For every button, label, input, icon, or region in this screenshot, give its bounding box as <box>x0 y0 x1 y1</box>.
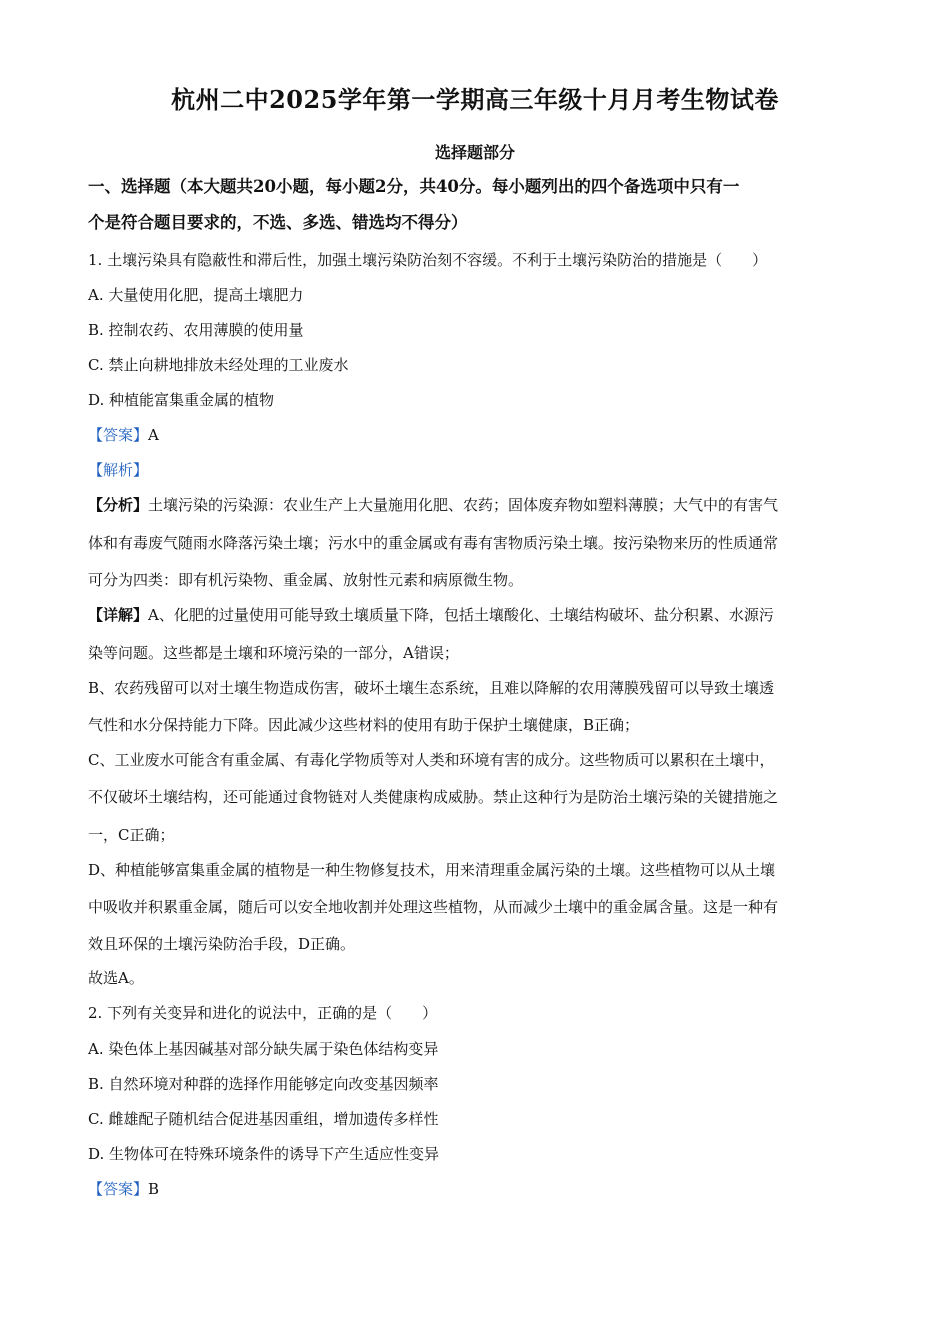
q1-xiangjie-line-1 <box>88 604 868 626</box>
answer-value: B <box>148 1180 160 1198</box>
q2-option-b: B. 自然环境对种群的选择作用能够定向改变基因频率 <box>88 1075 439 1093</box>
exam-title: 杭州二中2025学年第一学期高三年级十月月考生物试卷 <box>171 85 779 114</box>
q1-stem: 1. 土壤污染具有隐蔽性和滞后性，加强土壤污染防治刻不容缓。不利于土壤污染防治的措施是（ ） <box>88 251 768 269</box>
answer-value: A <box>148 426 159 444</box>
q1-xiangjie-line-10: 效且环保的土壤污染防治手段，D正确。 <box>88 935 356 953</box>
fenxi-text: 土壤污染的污染源：农业生产上大量施用化肥、农药；固体废弃物如塑料薄膜；大气中的有害气 <box>148 496 779 514</box>
q2-option-a: A. 染色体上基因碱基对部分缺失属于染色体结构变异 <box>88 1040 439 1058</box>
answer-label: 【答案】 <box>88 426 149 444</box>
q1-xiangjie-line-9: 中吸收并积累重金属，随后可以安全地收割并处理这些植物，从而减少土壤中的重金属含量。这是一种有 <box>88 898 779 916</box>
analysis-label: 【解析】 <box>88 461 149 479</box>
q2-answer <box>88 1178 868 1200</box>
q1-fenxi-line-1 <box>88 494 868 516</box>
q2-option-d: D. 生物体可在特殊环境条件的诱导下产生适应性变异 <box>88 1145 440 1163</box>
q1-xiangjie-line-8: D、种植能够富集重金属的植物是一种生物修复技术，用来清理重金属污染的土壤。这些植物可以从土壤 <box>88 861 776 879</box>
q1-conclusion: 故选A。 <box>88 969 144 987</box>
q1-xiangjie-line-7: 一，C正确； <box>88 826 175 844</box>
q1-xiangjie-line-3: B、农药残留可以对土壤生物造成伤害，破坏土壤生态系统，且难以降解的农用薄膜残留可以导致土壤透 <box>88 679 775 697</box>
q1-fenxi-line-2: 体和有毒废气随雨水降落污染土壤；污水中的重金属或有毒有害物质污染土壤。按污染物来历的性质通常 <box>88 534 779 552</box>
q1-xiangjie-line-4: 气性和水分保持能力下降。因此减少这些材料的使用有助于保护土壤健康，B正确； <box>88 716 640 734</box>
q1-option-b: B. 控制农药、农用薄膜的使用量 <box>88 321 304 339</box>
instructions-line-2: 个是符合题目要求的，不选、多选、错选均不得分） <box>88 213 468 232</box>
q1-fenxi-line-3: 可分为四类：即有机污染物、重金属、放射性元素和病原微生物。 <box>88 571 524 589</box>
q1-xiangjie-line-6: 不仅破坏土壤结构，还可能通过食物链对人类健康构成威胁。禁止这种行为是防治土壤污染的关键措施之 <box>88 788 779 806</box>
q2-option-c: C. 雌雄配子随机结合促进基因重组，增加遗传多样性 <box>88 1110 439 1128</box>
q1-option-c: C. 禁止向耕地排放未经处理的工业废水 <box>88 356 349 374</box>
q1-option-a: A. 大量使用化肥，提高土壤肥力 <box>88 286 304 304</box>
q1-xiangjie-line-2: 染等问题。这些都是土壤和环境污染的一部分，A错误； <box>88 644 459 662</box>
q1-option-d: D. 种植能富集重金属的植物 <box>88 391 275 409</box>
section-title: 选择题部分 <box>434 143 515 162</box>
q1-answer <box>88 424 868 446</box>
xiangjie-label: 【详解】 <box>88 606 149 624</box>
q1-xiangjie-line-5: C、工业废水可能含有重金属、有毒化学物质等对人类和环境有害的成分。这些物质可以累积在土壤中， <box>88 751 775 769</box>
q1-analysis-header <box>88 459 868 481</box>
instructions-line-1: 一、选择题（本大题共20小题，每小题2分，共40分。每小题列出的四个备选项中只有一 <box>88 177 740 196</box>
answer-label: 【答案】 <box>88 1180 149 1198</box>
fenxi-label: 【分析】 <box>88 496 149 514</box>
q2-stem: 2. 下列有关变异和进化的说法中，正确的是（ ） <box>88 1004 438 1022</box>
xiangjie-text: A、化肥的过量使用可能导致土壤质量下降，包括土壤酸化、土壤结构破坏、盐分积累、水源污 <box>148 606 774 624</box>
